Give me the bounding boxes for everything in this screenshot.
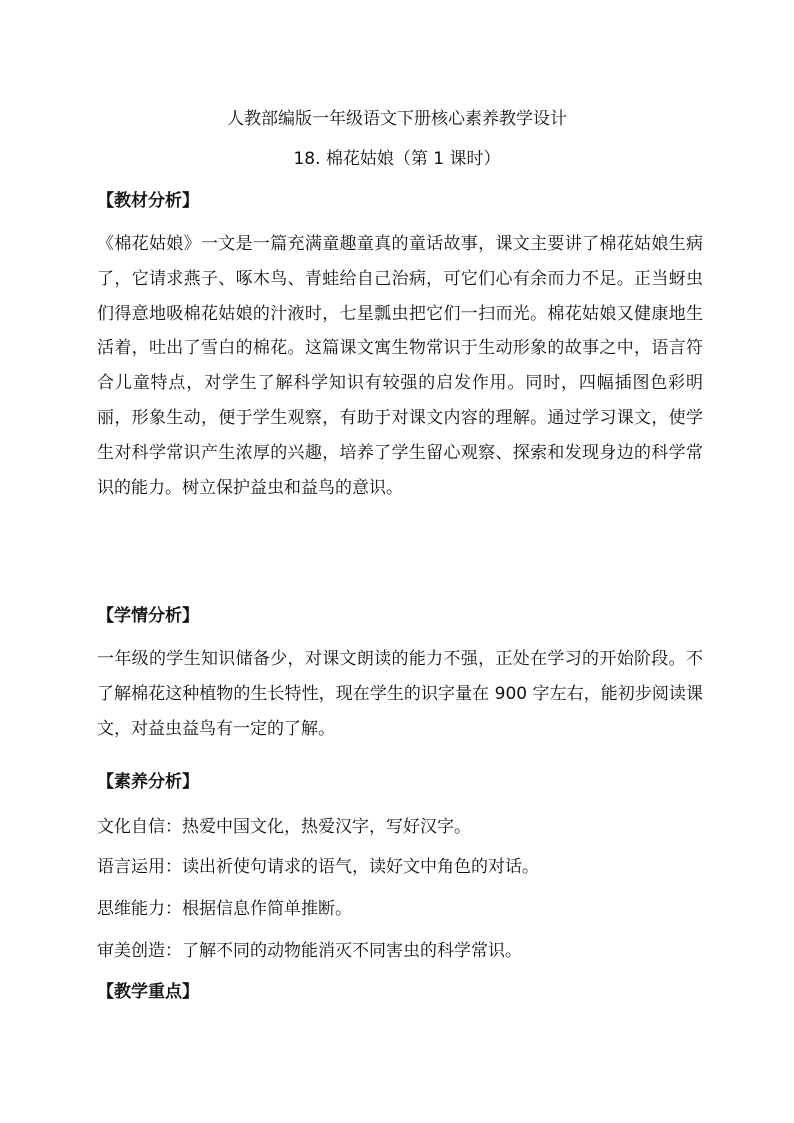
section-heading-teaching-focus: 【教学重点】 [97, 982, 199, 1002]
section-heading-textbook-analysis: 【教材分析】 [97, 191, 199, 211]
lesson-subtitle: 18. 棉花姑娘（第 1 课时） [293, 149, 501, 169]
section-heading-student-analysis: 【学情分析】 [97, 606, 199, 626]
literacy-line-aesthetic-creation: 审美创造：了解不同的动物能消灭不同害虫的科学常识。 [97, 941, 522, 961]
literacy-line-cultural-confidence: 文化自信：热爱中国文化，热爱汉字，写好汉字。 [97, 817, 471, 837]
literacy-line-thinking-ability: 思维能力：根据信息作简单推断。 [97, 899, 352, 919]
document-title: 人教部编版一年级语文下册核心素养教学设计 [227, 109, 567, 129]
section-heading-literacy-analysis: 【素养分析】 [97, 772, 199, 792]
student-analysis-paragraph: 一年级的学生知识储备少，对课文朗读的能力不强，正处在学习的开始阶段。不了解棉花这种植物的生长特性，现在学生的识字量在 900 字左右，能初步阅读课文，对益虫益鸟有一定的了解。 [97, 649, 703, 739]
literacy-line-language-use: 语言运用：读出祈使句请求的语气，读好文中角色的对话。 [97, 857, 539, 877]
textbook-analysis-paragraph: 《棉花姑娘》一文是一篇充满童趣童真的童话故事，课文主要讲了棉花姑娘生病了，它请求燕子、啄木鸟、青蛙给自己治病，可它们心有余而力不足。正当蚜虫们得意地吸棉花姑娘的汁液时，七星瓢虫把它们一扫而光。棉花姑娘又健康地生活着，吐出了雪白的棉花。这篇课文寓生物常识于生动形象的故事之中，语言符合儿童特点，对学生了解科学知识有较强的启发作用。同时，四幅插图色彩明丽，形象生动，便于学生观察，有助于对课文内容的理解。通过学习课文，使学生对科学常识产生浓厚的兴趣，培养了学生留心观察、探索和发现身边的科学常识的能力。树立保护益虫和益鸟的意识。 [97, 234, 703, 498]
